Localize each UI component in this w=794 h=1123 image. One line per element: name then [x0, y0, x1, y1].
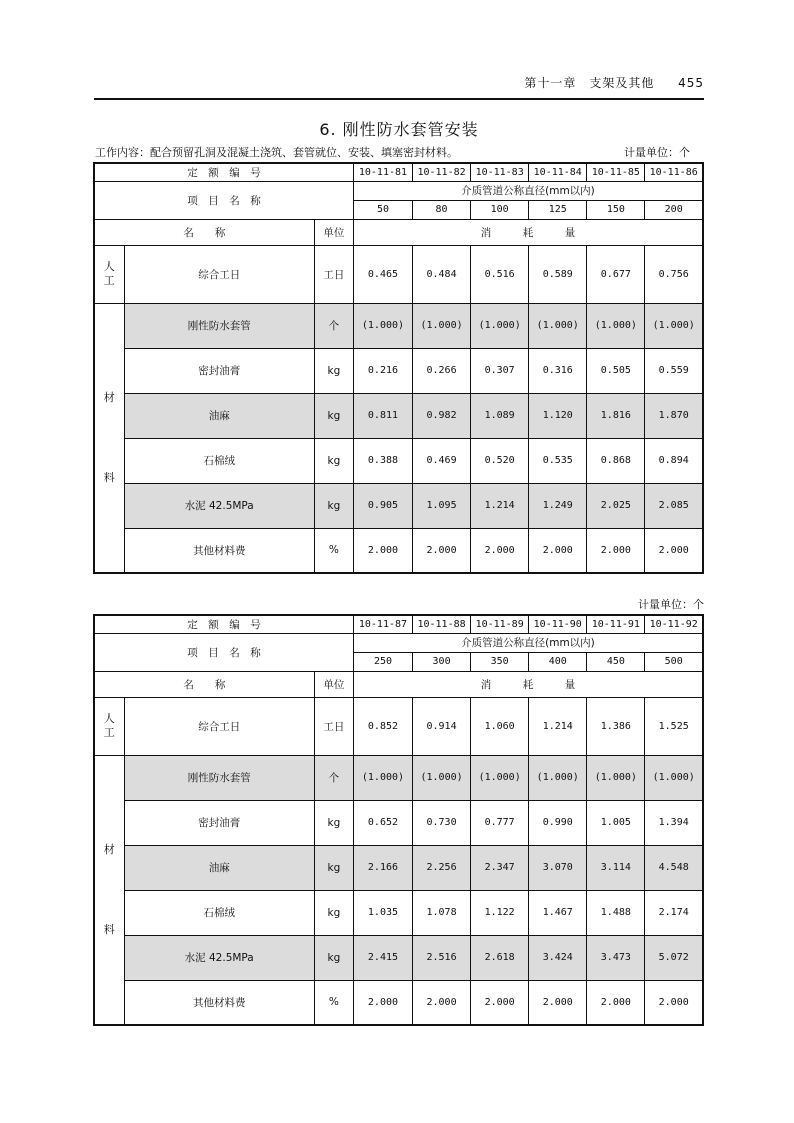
- section-title: 6. 刚性防水套管安装: [319, 120, 479, 139]
- consumption-value: (1.000): [645, 303, 703, 348]
- table-row: [94, 303, 703, 348]
- table-row: [94, 393, 703, 438]
- consumption-value: (1.000): [471, 755, 529, 800]
- consumption-value: 1.870: [645, 393, 703, 438]
- group-label-char: 人: [103, 712, 115, 725]
- consumption-value: 1.035: [353, 890, 412, 935]
- size-value: 250: [353, 652, 412, 671]
- resource-name: 其他材料费: [124, 980, 314, 1025]
- consumption-value: 1.120: [529, 393, 587, 438]
- table-row: [94, 528, 703, 573]
- consumption-value: 1.816: [587, 393, 645, 438]
- consumption-value: (1.000): [353, 755, 412, 800]
- consumption-value: (1.000): [587, 755, 645, 800]
- consumption-value: 2.618: [471, 935, 529, 980]
- consumption-value: 0.388: [353, 438, 412, 483]
- group-label: [94, 303, 124, 573]
- table-row: [94, 935, 703, 980]
- item-label: 项 目 名 称: [94, 633, 353, 671]
- codes-label: 定 额 编 号: [94, 615, 353, 633]
- consumption-value: 1.488: [587, 890, 645, 935]
- param-label: 介质管道公称直径(mm以内): [353, 181, 703, 200]
- resource-unit: kg: [314, 890, 353, 935]
- resource-unit: kg: [314, 393, 353, 438]
- consumption-value: 2.000: [413, 980, 471, 1025]
- name-column-header: 名 称: [94, 219, 314, 245]
- table-row: [94, 348, 703, 393]
- consumption-value: 2.085: [645, 483, 703, 528]
- work-content: 工作内容：配合预留孔洞及混凝土浇筑、套管就位、安装、填塞密封材料。: [95, 146, 458, 159]
- quota-code: 10-11-87: [353, 615, 412, 633]
- consumption-value: 0.559: [645, 348, 703, 393]
- consumption-value: 0.756: [645, 245, 703, 303]
- resource-name: 水泥 42.5MPa: [124, 483, 314, 528]
- consumption-value: 2.000: [529, 980, 587, 1025]
- resource-name: 密封油膏: [124, 800, 314, 845]
- chapter-title: 第十一章 支架及其他: [524, 76, 655, 90]
- unit-label-1: 计量单位：个: [624, 146, 690, 159]
- consumption-value: 0.811: [353, 393, 412, 438]
- consumption-value: 2.000: [353, 528, 412, 573]
- consumption-value: 0.990: [529, 800, 587, 845]
- consumption-value: 0.905: [353, 483, 412, 528]
- consumption-value: 1.249: [529, 483, 587, 528]
- quota-code: 10-11-85: [587, 163, 645, 181]
- resource-unit: kg: [314, 483, 353, 528]
- group-label-char: 料: [103, 922, 115, 936]
- size-value: 150: [587, 200, 645, 219]
- consumption-value: 1.214: [529, 697, 587, 755]
- param-row: [94, 181, 703, 200]
- consumption-value: 0.216: [353, 348, 412, 393]
- consumption-value: 2.000: [587, 980, 645, 1025]
- table-row: [94, 483, 703, 528]
- consumption-value: 2.174: [645, 890, 703, 935]
- consumption-value: 0.484: [413, 245, 471, 303]
- codes-row: [94, 163, 703, 181]
- resource-unit: kg: [314, 438, 353, 483]
- quota-code: 10-11-86: [645, 163, 703, 181]
- group-label: [94, 755, 124, 1025]
- codes-row: [94, 615, 703, 633]
- table-row: [94, 890, 703, 935]
- group-label-char: 料: [103, 470, 115, 484]
- consumption-value: 2.000: [413, 528, 471, 573]
- consumption-value: (1.000): [413, 303, 471, 348]
- consumption-value: 2.166: [353, 845, 412, 890]
- item-label: 项 目 名 称: [94, 181, 353, 219]
- consumption-value: (1.000): [353, 303, 412, 348]
- consumption-value: 0.894: [645, 438, 703, 483]
- resource-name: 石棉绒: [124, 890, 314, 935]
- param-label: 介质管道公称直径(mm以内): [353, 633, 703, 652]
- size-value: 450: [587, 652, 645, 671]
- resource-unit: kg: [314, 800, 353, 845]
- resource-unit: %: [314, 980, 353, 1025]
- column-header-row: [94, 671, 703, 697]
- quota-code: 10-11-83: [471, 163, 529, 181]
- resource-unit: 工日: [314, 697, 353, 755]
- page-header: [94, 74, 704, 94]
- consumption-value: 2.000: [645, 980, 703, 1025]
- consumption-value: 2.256: [413, 845, 471, 890]
- size-value: 350: [471, 652, 529, 671]
- consumption-header: 消 耗 量: [353, 671, 703, 697]
- consumption-value: 2.025: [587, 483, 645, 528]
- group-label: [94, 245, 124, 303]
- consumption-value: 1.394: [645, 800, 703, 845]
- resource-unit: kg: [314, 845, 353, 890]
- resource-unit: 个: [314, 303, 353, 348]
- quota-code: 10-11-88: [413, 615, 471, 633]
- consumption-value: 2.000: [529, 528, 587, 573]
- resource-name: 综合工日: [124, 697, 314, 755]
- size-value: 50: [353, 200, 412, 219]
- consumption-value: 0.266: [413, 348, 471, 393]
- work-content-line: [95, 144, 704, 160]
- resource-unit: 个: [314, 755, 353, 800]
- consumption-value: 1.386: [587, 697, 645, 755]
- consumption-value: 0.505: [587, 348, 645, 393]
- consumption-value: (1.000): [587, 303, 645, 348]
- consumption-value: 2.000: [471, 980, 529, 1025]
- consumption-value: 2.000: [645, 528, 703, 573]
- consumption-value: (1.000): [471, 303, 529, 348]
- group-label-char: 人: [103, 260, 115, 273]
- resource-name: 水泥 42.5MPa: [124, 935, 314, 980]
- table-row: [94, 755, 703, 800]
- resource-name: 综合工日: [124, 245, 314, 303]
- consumption-value: 2.415: [353, 935, 412, 980]
- consumption-value: (1.000): [645, 755, 703, 800]
- consumption-value: 1.089: [471, 393, 529, 438]
- table-row: [94, 697, 703, 755]
- quota-code: 10-11-92: [645, 615, 703, 633]
- consumption-value: 0.465: [353, 245, 412, 303]
- resource-name: 刚性防水套管: [124, 755, 314, 800]
- resource-name: 刚性防水套管: [124, 303, 314, 348]
- consumption-value: 0.852: [353, 697, 412, 755]
- consumption-value: 3.424: [529, 935, 587, 980]
- codes-label: 定 额 编 号: [94, 163, 353, 181]
- size-value: 100: [471, 200, 529, 219]
- resource-unit: 工日: [314, 245, 353, 303]
- consumption-value: 0.469: [413, 438, 471, 483]
- consumption-value: 0.589: [529, 245, 587, 303]
- consumption-value: 1.060: [471, 697, 529, 755]
- consumption-value: 0.677: [587, 245, 645, 303]
- group-label-char: 材: [103, 842, 115, 856]
- table-row: [94, 980, 703, 1025]
- consumption-header: 消 耗 量: [353, 219, 703, 245]
- consumption-value: 3.473: [587, 935, 645, 980]
- consumption-value: 2.516: [413, 935, 471, 980]
- consumption-value: 3.070: [529, 845, 587, 890]
- quota-code: 10-11-84: [529, 163, 587, 181]
- quota-code: 10-11-82: [413, 163, 471, 181]
- quota-code: 10-11-91: [587, 615, 645, 633]
- quota-code: 10-11-81: [353, 163, 412, 181]
- unit-column-header: 单位: [314, 219, 353, 245]
- page-number: 455: [678, 76, 704, 90]
- param-row: [94, 633, 703, 652]
- consumption-value: 0.307: [471, 348, 529, 393]
- table-row: [94, 845, 703, 890]
- size-value: 500: [645, 652, 703, 671]
- resource-name: 密封油膏: [124, 348, 314, 393]
- consumption-value: 0.982: [413, 393, 471, 438]
- group-label: [94, 697, 124, 755]
- column-header-row: [94, 219, 703, 245]
- resource-unit: %: [314, 528, 353, 573]
- consumption-value: 0.316: [529, 348, 587, 393]
- quota-table-2: [93, 614, 704, 1026]
- resource-name: 油麻: [124, 845, 314, 890]
- consumption-value: 2.000: [353, 980, 412, 1025]
- group-label-char: 材: [103, 390, 115, 404]
- consumption-value: 1.214: [471, 483, 529, 528]
- consumption-value: 2.000: [587, 528, 645, 573]
- name-column-header: 名 称: [94, 671, 314, 697]
- consumption-value: 4.548: [645, 845, 703, 890]
- consumption-value: 1.095: [413, 483, 471, 528]
- consumption-value: 0.520: [471, 438, 529, 483]
- consumption-value: 1.078: [413, 890, 471, 935]
- consumption-value: 1.467: [529, 890, 587, 935]
- consumption-value: 2.347: [471, 845, 529, 890]
- consumption-value: 3.114: [587, 845, 645, 890]
- group-label-char: 工: [103, 274, 115, 287]
- resource-unit: kg: [314, 935, 353, 980]
- resource-name: 其他材料费: [124, 528, 314, 573]
- consumption-value: 0.868: [587, 438, 645, 483]
- consumption-value: 0.652: [353, 800, 412, 845]
- resource-unit: kg: [314, 348, 353, 393]
- consumption-value: 0.777: [471, 800, 529, 845]
- consumption-value: 0.535: [529, 438, 587, 483]
- group-label-char: 工: [103, 726, 115, 739]
- table-row: [94, 245, 703, 303]
- consumption-value: 1.122: [471, 890, 529, 935]
- consumption-value: 0.730: [413, 800, 471, 845]
- size-value: 125: [529, 200, 587, 219]
- consumption-value: 2.000: [471, 528, 529, 573]
- unit-label-2: 计量单位：个: [638, 598, 704, 611]
- quota-code: 10-11-90: [529, 615, 587, 633]
- table-row: [94, 438, 703, 483]
- quota-table-1: [93, 162, 704, 574]
- quota-code: 10-11-89: [471, 615, 529, 633]
- consumption-value: (1.000): [529, 755, 587, 800]
- consumption-value: (1.000): [529, 303, 587, 348]
- size-value: 80: [413, 200, 471, 219]
- unit-column-header: 单位: [314, 671, 353, 697]
- consumption-value: 1.525: [645, 697, 703, 755]
- size-value: 200: [645, 200, 703, 219]
- consumption-value: 5.072: [645, 935, 703, 980]
- size-value: 400: [529, 652, 587, 671]
- consumption-value: 0.516: [471, 245, 529, 303]
- size-value: 300: [413, 652, 471, 671]
- resource-name: 油麻: [124, 393, 314, 438]
- header-rule: [94, 98, 704, 100]
- resource-name: 石棉绒: [124, 438, 314, 483]
- table-row: [94, 800, 703, 845]
- consumption-value: 1.005: [587, 800, 645, 845]
- consumption-value: 0.914: [413, 697, 471, 755]
- consumption-value: (1.000): [413, 755, 471, 800]
